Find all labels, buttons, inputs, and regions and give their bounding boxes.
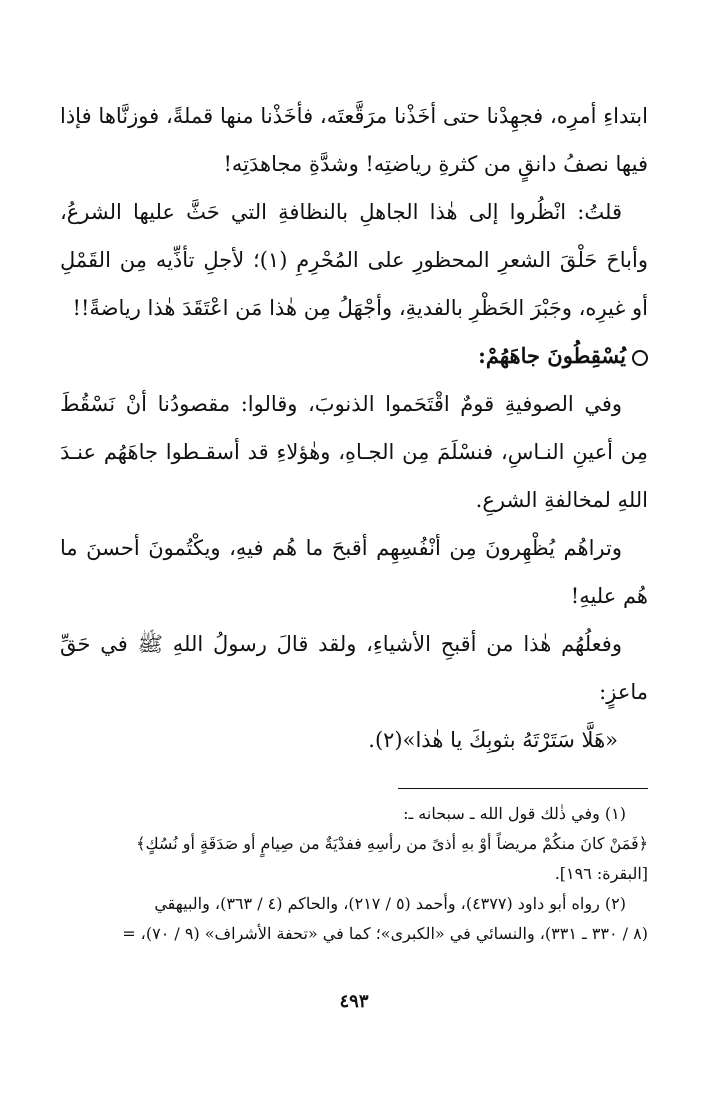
section-heading-text: يُسْقِطُونَ جاهَهُمْ: (478, 343, 626, 368)
footnote-line: (٢) رواه أبو داود (٤٣٧٧)، وأحمد (٥ / ٢١٧)، والحاكم (٤ / ٣٦٣)، والبيهقي (154, 894, 626, 913)
footnote-line: (١) وفي ذٰلك قول الله ـ سبحانه ـ: (403, 804, 626, 823)
main-text (60, 92, 648, 764)
paragraph: وفعلُهُم هٰذا من أقبحِ الأشياءِ، ولقد قالَ رسولُ اللهِ ﷺ في حَقِّ ماعزٍ: (60, 632, 648, 704)
hadith-quote: «هَلَّا سَتَرْتَهُ بثوبِكَ يا هٰذا»(٢). (368, 728, 618, 752)
page-number: ٤٩٣ (339, 991, 369, 1012)
footnote-divider (398, 788, 648, 789)
circle-bullet-icon (632, 350, 648, 366)
footnotes (60, 799, 648, 949)
footnote-verse: ﴿فَمَنْ كانَ منكُمْ مريضاً أوْ بهِ أذىً من رأسِهِ ففدْيَةٌ من صِيامٍ أو صَدَقَةٍ أو نُسُكٍ﴾ (136, 834, 648, 853)
section-heading (60, 332, 648, 380)
footnote-line: [البقرة: ١٩٦]. (554, 864, 648, 883)
paragraph: ابتداءِ أمرِه، فجهِدْنا حتى أخَذْنا مرَقَّعتَه، فأخَذْنا منها قملةً، فوزنَّاها فإذا فيها نصفُ دانقٍ من كثرةِ رياضتِه! وشدَّةِ مجاهدَتِه! (60, 104, 648, 176)
paragraph: وتراهُم يُظْهِرونَ مِن أنْفُسِهِم أقبحَ ما هُم فيهِ، ويكْتُمونَ أحسنَ ما هُم عليهِ! (60, 536, 648, 608)
footnote-line: (٨ / ٣٣٠ ـ ٣٣١)، والنسائي في «الكبرى»؛ كما في «تحفة الأشراف» (٩ / ٧٠)، = (122, 924, 648, 943)
paragraph: قلتُ: انْظُروا إلى هٰذا الجاهلِ بالنظافةِ التي حَثَّ عليها الشرعُ، وأباحَ حَلْقَ الشعرِ المحظورِ على المُحْرِمِ (١)؛ لأجلِ تأذِّيه مِن القَمْلِ أو غيرِه، وجَبْرَ الحَظْرِ بالفديةِ، وأجْهَلُ مِن هٰذا مَن اعْتَقَدَ هٰذا رياضةً!! (60, 200, 648, 320)
paragraph: وفي الصوفيةِ قومٌ اقْتَحَموا الذنوبَ، وقالوا: مقصودُنا أنْ نَسْقُطَ مِن أعينِ النـاسِ، فنسْلَمَ مِن الجـاهِ، وهٰؤلاءِ قد أسقـطوا جاهَهُم عنـدَ اللهِ لمخالفةِ الشرعِ. (60, 392, 648, 512)
